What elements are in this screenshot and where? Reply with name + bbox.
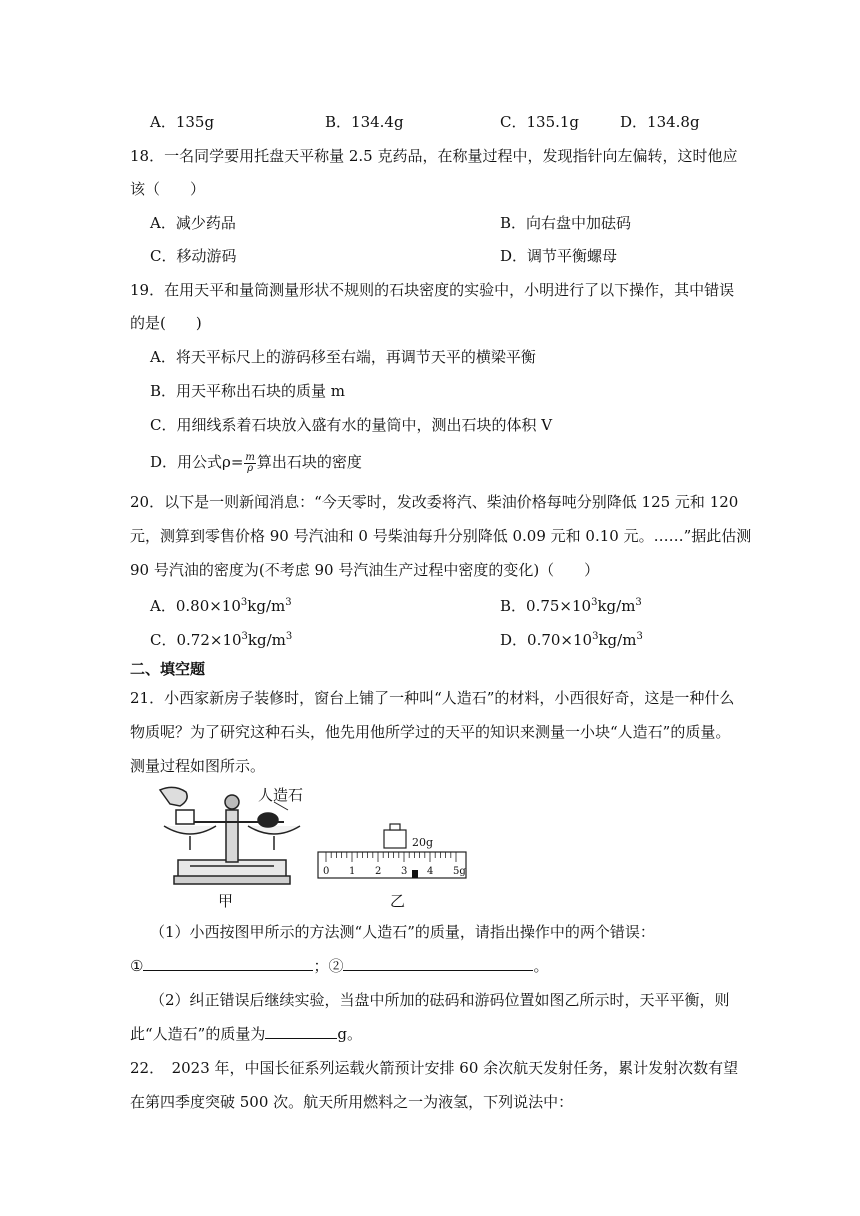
- q20-stem-line3: 90 号汽油的密度为(不考虑 90 号汽油生产过程中密度的变化)（ ）: [130, 561, 600, 579]
- ruler-tick-label: 1: [349, 866, 356, 877]
- rider-marker: [412, 870, 418, 878]
- stone-label: 人造石: [258, 786, 304, 804]
- q22-stem-line2: 在第四季度突破 500 次。航天所用燃料之一为液氢，下列说法中：: [130, 1093, 574, 1111]
- q19-option-d-suffix: 算出石块的密度: [256, 453, 362, 471]
- q21-blanks-line: ① ；② 。: [130, 957, 549, 975]
- q20-option-b: B．$0.75\times 10^3kg/m^3$: [500, 597, 642, 615]
- q21-part2-line1: （2）纠正错误后继续实验，当盘中所加的砝码和游码位置如图乙所示时，天平平衡，则: [150, 991, 730, 1009]
- q20-stem-line2: 元，测算到零售价格 90 号汽油和 0 号柴油每升分别降低 0.09 元和 0.10 元。……”据此估测: [130, 527, 752, 545]
- q19-option-c: C．用细线系着石块放入盛有水的量筒中，测出石块的体积 V: [150, 416, 553, 434]
- q20-stem-line1: 20．以下是一则新闻消息：“今天零时，发改委将汽、柴油价格每吨分别降低 125 元和 120: [130, 493, 739, 511]
- ruler-tick-label: 3: [401, 866, 408, 877]
- q17-option-c: C．135.1g: [500, 113, 580, 131]
- q18-option-b: B．向右盘中加砝码: [500, 214, 632, 232]
- q21-part2-line2: 此“人造石”的质量为 g。: [130, 1025, 362, 1043]
- q17-option-a: A．135g: [150, 113, 215, 131]
- q18-option-a: A．减少药品: [150, 214, 236, 232]
- fraction-denominator: ρ: [247, 462, 254, 474]
- q21-stem-line1: 21．小西家新房子装修时，窗台上铺了一种叫“人造石”的材料，小西很好奇，这是一种什么: [130, 689, 735, 707]
- blank1-marker: ①: [130, 957, 144, 975]
- q20-option-c: C．$0.72\times 10^3kg/m^3$: [150, 631, 293, 649]
- q19-option-a: A．将天平标尺上的游码移至右端，再调节天平的横梁平衡: [150, 348, 536, 366]
- weight-label: 20g: [412, 836, 434, 849]
- ruler-tick-label: 0: [323, 866, 330, 877]
- q20-option-d: D．$0.70\times 10^3kg/m^3$: [500, 631, 643, 649]
- figure-caption-jia: 甲: [218, 892, 234, 910]
- weight-20g-illustration: [384, 824, 406, 848]
- q21-stem-line3: 测量过程如图所示。: [130, 757, 266, 775]
- q22-stem-line1: 22． 2023 年，中国长征系列运载火箭预计安排 60 余次航天发射任务，累计发射次数有望: [130, 1059, 739, 1077]
- q19-option-d: [150, 452, 362, 474]
- q19-stem-line2: 的是( ): [130, 314, 202, 332]
- answer-blank-mass[interactable]: [265, 1024, 337, 1039]
- q17-option-d: D．134.8g: [620, 113, 700, 131]
- q19-stem-line1: 19．在用天平和量筒测量形状不规则的石块密度的实验中，小明进行了以下操作，其中错误: [130, 281, 735, 299]
- section-title-fill-in: 二、填空题: [130, 660, 206, 678]
- ruler-tick-label: 4: [427, 866, 434, 877]
- q17-option-b: B．134.4g: [325, 113, 404, 131]
- q19-option-d-prefix: D．用公式ρ=: [150, 453, 244, 471]
- q18-stem-line2: 该（ ）: [130, 180, 206, 198]
- q18-option-c: C．移动游码: [150, 247, 237, 265]
- q20-option-a: A．$0.80\times 10^3kg/m^3$: [150, 597, 292, 615]
- q21-part1: （1）小西按图甲所示的方法测“人造石”的质量，请指出操作中的两个错误：: [150, 923, 655, 941]
- q18-option-d: D．调节平衡螺母: [500, 247, 618, 265]
- figure-caption-yi: 乙: [390, 892, 406, 910]
- q18-stem-line1: 18．一名同学要用托盘天平称量 2.5 克药品，在称量过程中，发现指针向左偏转，这时他应: [130, 147, 738, 165]
- ruler-tick-label: 2: [375, 866, 382, 877]
- balance-figure: [150, 780, 480, 910]
- answer-blank-2[interactable]: [343, 956, 533, 971]
- density-formula-fraction: [244, 453, 255, 474]
- rider-ruler: [318, 852, 466, 878]
- answer-blank-1[interactable]: [143, 956, 313, 971]
- fraction-numerator: m: [245, 451, 255, 463]
- q21-stem-line2: 物质呢？为了研究这种石头，他先用他所学过的天平的知识来测量一小块“人造石”的质量。: [130, 723, 731, 741]
- q19-option-b: B．用天平称出石块的质量 m: [150, 382, 346, 400]
- blank2-marker: ②: [328, 957, 344, 975]
- ruler-tick-label: 5g: [453, 866, 466, 877]
